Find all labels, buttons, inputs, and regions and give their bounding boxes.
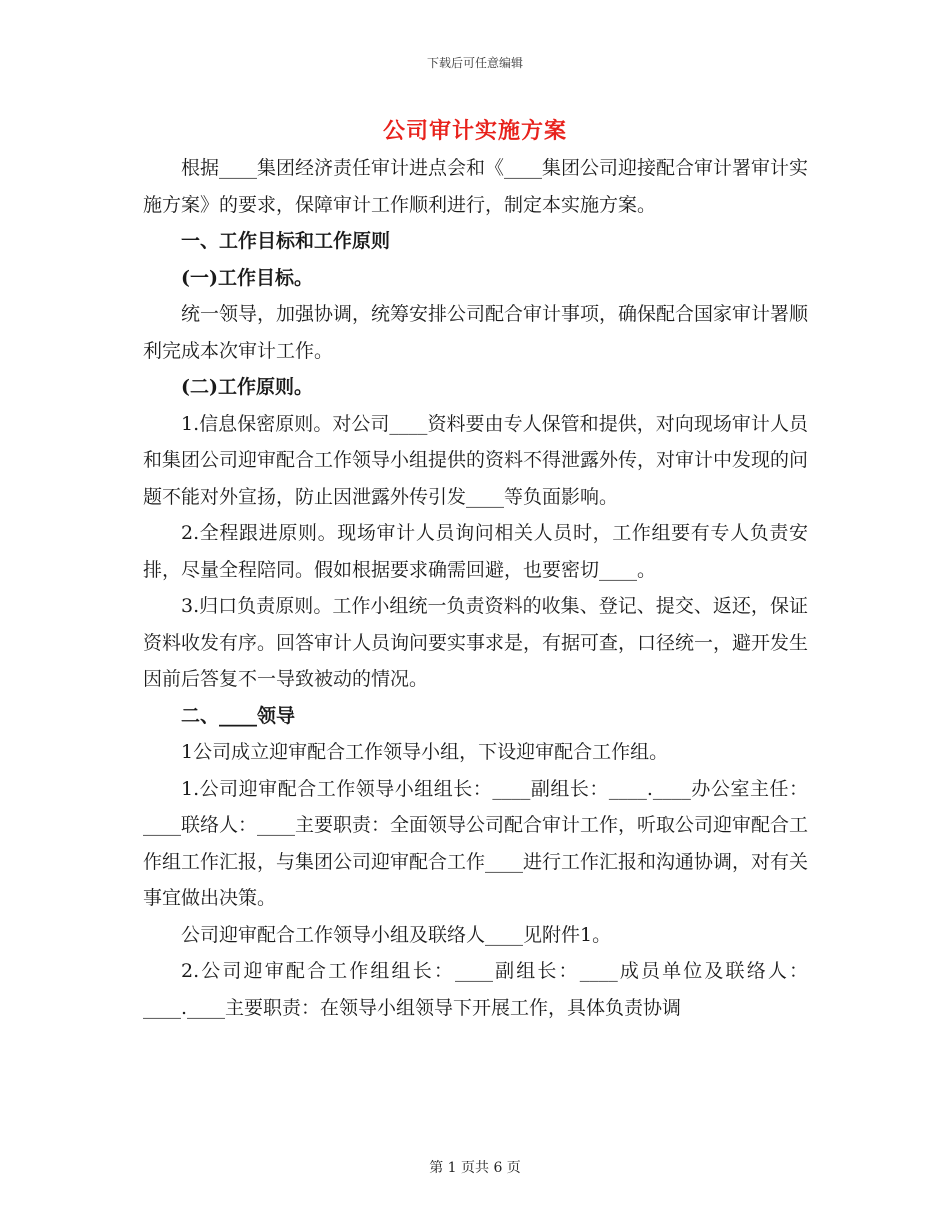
section-heading-1: 一、工作目标和工作原则 — [181, 230, 391, 252]
organization-paragraph: 1公司成立迎审配合工作领导小组，下设迎审配合工作组。 — [181, 741, 669, 763]
page-footer: 第 1 页共 6 页 — [429, 1160, 521, 1176]
header-note: 下载后可任意编辑 — [426, 56, 523, 70]
document-title: 公司审计实施方案 — [382, 118, 567, 144]
goal-paragraph: 统一领导，加强协调，统筹安排公司配合审计事项，确保配合国家审计署顺利完成本次审计工作。 — [143, 303, 809, 362]
principle-2-paragraph: 2.全程跟进原则。现场审计人员询问相关人员时，工作组要有专人负责安排，尽量全程陪同。假如根据要求确需回避，也要密切____。 — [143, 522, 808, 581]
leadership-group-paragraph: 1.公司迎审配合工作领导小组组长：____副组长：____.____办公室主任：____联络人：____主要职责：全面领导公司配合审计工作，听取公司迎审配合工作组工作汇报，与集团公司迎审配合工作____进行工作汇报和沟通协调，对有关事宜做出决策。 — [143, 777, 809, 909]
subsection-heading-goal: (一)工作目标。 — [181, 266, 313, 289]
document-body — [143, 150, 808, 1026]
subsection-heading-principles: (二)工作原则。 — [181, 376, 313, 398]
attachment-note-paragraph: 公司迎审配合工作领导小组及联络人____见附件1。 — [181, 923, 612, 946]
section-heading-2: 二、____领导 — [181, 704, 296, 727]
principle-1-paragraph: 1.信息保密原则。对公司____资料要由专人保管和提供，对向现场审计人员和集团公司迎审配合工作领导小组提供的资料不得泄露外传，对审计中发现的问题不能对外宣扬，防止因泄露外传引发____等负面影响。 — [143, 412, 809, 508]
principle-3-paragraph: 3.归口负责原则。工作小组统一负责资料的收集、登记、提交、返还，保证资料收发有序。回答审计人员询问要实事求是，有据可查，口径统一，避开发生因前后答复不一导致被动的情况。 — [143, 595, 809, 690]
work-group-paragraph: 2.公司迎审配合工作组组长：____副组长：____成员单位及联络人：____.____主要职责：在领导小组领导下开展工作，具体负责协调 — [143, 960, 808, 1019]
intro-paragraph: 根据____集团经济责任审计进点会和《____集团公司迎接配合审计署审计实施方案》的要求，保障审计工作顺利进行，制定本实施方案。 — [143, 157, 809, 216]
